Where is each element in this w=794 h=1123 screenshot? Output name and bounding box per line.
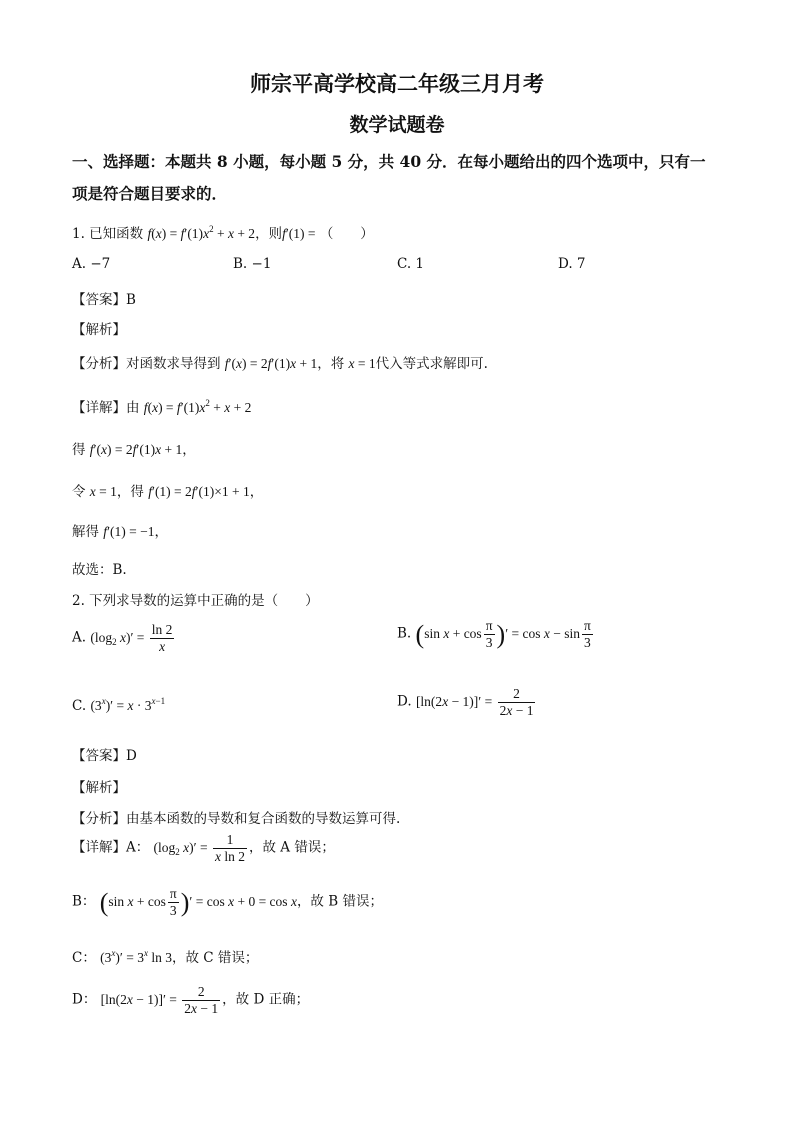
q2-option-b	[397, 618, 595, 651]
q2-detail-c	[72, 946, 258, 966]
q2-analysis-tag: 【解析】	[72, 780, 126, 796]
q1-analysis-tag: 【解析】	[72, 322, 126, 338]
page-subtitle: 数学试题卷	[349, 114, 445, 136]
q2-formula-a: ($\log_2$ x)′ = $\frac{\ln 2}{x}$	[90, 622, 173, 654]
q1-suffix: （ ）	[319, 226, 374, 242]
q2-detail-a	[72, 832, 335, 865]
q1-answer: 【答案】B	[72, 292, 136, 308]
q1-fenxi-b: ，将	[317, 356, 345, 372]
q1-detail-tag: 【详解】	[72, 400, 126, 416]
q2-detail-d-formula: [ln(2x − 1)]′ = $\frac{2}{2x - 1}$	[100, 984, 219, 1016]
q1-de2: ，得	[116, 484, 144, 500]
q1-detail-deriv: f′(x) = 2f′(1)x + 1，	[89, 442, 196, 457]
q1-fenxi-c: 代入等式求解即可.	[375, 356, 488, 372]
q1-formula: $f(x) = f'(1)x^2 + x + 2$	[147, 224, 256, 241]
q1-detail-line1	[72, 396, 251, 416]
q2-detail-d	[72, 984, 309, 1017]
q2-d-pre: D：	[72, 991, 97, 1008]
q2-fenxi: 由基本函数的导数和复合函数的导数运算可得.	[126, 811, 401, 827]
q1-ling: 令	[72, 484, 86, 500]
q1-subst: f′(1) = 2f′(1)×1 + 1，	[148, 484, 264, 499]
question-2: 2. 下列求导数的运算中正确的是（ ）	[72, 593, 319, 609]
q1-detail-line4	[72, 520, 168, 540]
q1-let-x: x = 1	[89, 484, 117, 499]
q1-detail-line2	[72, 438, 196, 458]
q1-analysis	[72, 352, 488, 372]
q1-result: f′(1) = −1，	[103, 524, 168, 539]
section-heading-line1: 一、选择题：本题共 8 小题，每小题 5 分，共 40 分．在每小题给出的四个选项中，只有一	[72, 152, 706, 171]
q2-detail-b-formula: (sin x + cos $\frac{\pi}{3}$ )′ = cos x + 0 = cos x	[99, 886, 297, 918]
q1-final: 故选：B.	[72, 562, 127, 578]
q2-label-d: D.	[397, 693, 412, 710]
q1-mid: ，则	[255, 226, 283, 242]
q2-d-post: ，故 D 正确；	[222, 991, 310, 1008]
q2-a-pre: A：	[126, 839, 150, 856]
q2-option-d	[397, 686, 537, 719]
q1-option-a: A. −7	[72, 256, 111, 272]
section-heading-line2: 项是符合题目要求的．	[72, 184, 228, 203]
q1-target: f′(1) =	[282, 226, 316, 241]
q1-fenxi-tag: 【分析】	[72, 356, 126, 372]
q2-label-b: B.	[397, 625, 412, 642]
q2-fenxi-tag: 【分析】	[72, 811, 126, 827]
q1-derivative-formula: f′(x) = 2f′(1)x + 1	[224, 356, 318, 371]
q2-option-c	[72, 696, 165, 714]
q2-formula-b: (sin x + cos $\frac{\pi}{3}$ )′ = cos x − sin $\frac{\pi}{3}$	[415, 618, 591, 650]
q2-analysis	[72, 807, 400, 827]
q2-formula-d: [ln(2x − 1)]′ = $\frac{2}{2x - 1}$	[415, 686, 534, 718]
q2-b-pre: B：	[72, 893, 96, 910]
q2-a-post: ，故 A 错误；	[249, 839, 335, 856]
q1-detail-you: 由	[126, 400, 140, 416]
q2-detail-tag: 【详解】	[72, 839, 126, 856]
q2-detail-b	[72, 886, 383, 919]
page-title: 师宗平高学校高二年级三月月考	[250, 71, 544, 96]
q2-c-post: ，故 C 错误；	[171, 950, 259, 966]
q2-detail-a-formula: ($\log_2$ x)′ = $\frac{1}{\text{x ln 2}}$	[153, 832, 245, 864]
question-1	[72, 222, 374, 242]
q1-option-b: B. −1	[233, 256, 272, 272]
q1-prefix: 1. 已知函数	[72, 226, 144, 242]
q2-label-a: A.	[72, 629, 87, 646]
q1-de: 得	[72, 442, 86, 458]
q1-detail-formula: $f(x) = f'(1)x^2 + x + 2$	[143, 398, 252, 415]
q2-b-post: ，故 B 错误；	[296, 893, 383, 910]
q1-jiede: 解得	[72, 524, 99, 540]
q1-x-eq-1: x = 1	[348, 356, 376, 371]
q1-option-c: C. 1	[397, 256, 425, 272]
q2-label-c: C.	[72, 698, 87, 714]
q2-answer: 【答案】D	[72, 748, 137, 764]
q2-detail-c-formula: $(3^x)' = 3^x$ ln 3	[100, 948, 172, 965]
q2-option-a	[72, 622, 176, 655]
q1-option-d: D. 7	[558, 256, 586, 272]
q2-formula-c: $(3^x)' = x \cdot 3^{x-1}$	[90, 696, 166, 713]
q1-detail-line3	[72, 480, 263, 500]
q2-c-pre: C：	[72, 950, 96, 966]
q1-fenxi-a: 对函数求导得到	[126, 356, 221, 372]
